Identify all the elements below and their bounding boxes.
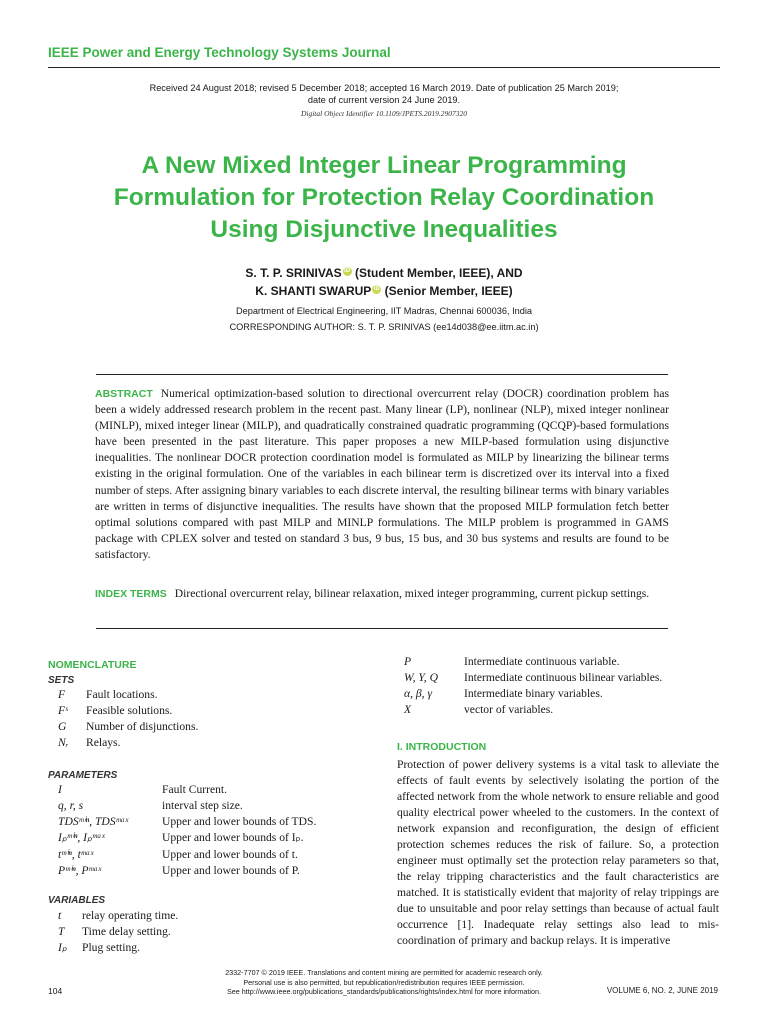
title-line-2: Formulation for Protection Relay Coordination (113, 184, 655, 211)
nomenclature-description: Plug setting. (82, 941, 140, 954)
nomenclature-symbol: F (58, 688, 66, 701)
nomenclature-description: Fault Current. (162, 783, 228, 796)
nomenclature-description: Upper and lower bounds of P. (162, 864, 300, 877)
nomenclature-symbol: TDSᵐⁱⁿ, TDSᵐᵃˣ (58, 815, 129, 828)
nomenclature-symbol: tᵐⁱⁿ, tᵐᵃˣ (58, 848, 94, 861)
received-line-1: Received 24 August 2018; revised 5 December 2018; accepted 16 March 2019. Date of publication 25 March 2019; (149, 83, 619, 93)
index-terms-label: INDEX TERMS (95, 588, 167, 600)
nomenclature-symbol: W, Y, Q (404, 671, 438, 684)
abstract-text: Numerical optimization-based solution to directional overcurrent relay (DOCR) coordination problem has been a widely addressed research problem in the recent past. Many linear (LP), nonlinear (NLP), mixed integer nonlinear (MINLP), mixed integer linear (MILP), and quadratically constrained quadratic programming (QCQP)-based formulations have been presented in the past literature. This paper proposes a new MILP-based formulation using disjunctive inequalities. The nonlinear DOCR protection coordination model is formulated as MILP by linearizing the bilinear terms existing in the original formulation. One of the variables in each bilinear term is discretized over its interval into a fixed number of steps. After assigning binary variables to each discrete interval, the resulting bilinear terms with binary variables are written in terms of disjunctive inequalities. The results have shown that the proposed MILP formulation fetch better optimal solutions compared with past MILP and MINLP formulations. The MILP problem is programmed in GAMS package with CPLEX solver and tested on standard 3 bus, 9 bus, 15 bus, and 30 bus systems and results are found to be satisfactory. (95, 387, 669, 561)
sets-heading: SETS (48, 675, 75, 686)
journal-name: IEEE Power and Energy Technology Systems Journal (48, 45, 391, 60)
nomenclature-description: vector of variables. (464, 703, 554, 716)
nomenclature-symbol: Fˢ (58, 704, 68, 717)
copyright-line-2: Personal use is also permitted, but republication/redistribution requires IEEE permission. (243, 977, 525, 987)
corresponding-author[interactable]: CORRESPONDING AUTHOR: S. T. P. SRINIVAS (ee14d038@ee.iitm.ac.in) (229, 322, 539, 332)
copyright-line-1: 2332-7707 © 2019 IEEE. Translations and content mining are permitted for academic research only. (225, 968, 543, 977)
nomenclature-description: Upper and lower bounds of Iₚ. (162, 831, 304, 844)
author-2-name[interactable]: K. SHANTI SWARUP (255, 284, 372, 298)
introduction-text: Protection of power delivery systems is a vital task to alleviate the effects of fault events by selectively isolating the portion of the affected network from the whole network to ensure reliable and good quality electrical power wheeled to the customers. In the context of network expansion and reconfiguration, the design of efficient protection schemes reduces the risk of failure. So, a protection engineer must optimally set the protection relay parameters so that, the relay tripping characteristics and the fault characteristics are matched. It is statistically evident that majority of relay trippings are due to unsuitable and poor relay settings than because of actual fault occurrence [1]. Inadequate relay settings also lead to mis-coordination of primary and backup relays. It is imperative (397, 758, 719, 947)
doi[interactable]: Digital Object Identifier 10.1109/JPETS.2019.2907320 (300, 109, 468, 118)
index-terms-text: Directional overcurrent relay, bilinear relaxation, mixed integer programming, current pickup settings. (174, 587, 650, 600)
affiliation (120, 303, 648, 335)
nomenclature-description: Feasible solutions. (86, 704, 173, 717)
nomenclature-symbol: Pᵐⁱⁿ, Pᵐᵃˣ (58, 864, 102, 877)
paper-title (40, 150, 728, 246)
nomenclature-symbol: X (404, 703, 412, 716)
nomenclature-symbol: I (58, 783, 62, 796)
nomenclature-symbol: Nᵣ (58, 736, 69, 749)
abstract (95, 386, 669, 563)
author-1-name[interactable]: S. T. P. SRINIVAS (245, 266, 342, 280)
author-1-role: (Student Member, IEEE), AND (351, 266, 523, 280)
department: Department of Electrical Engineering, IIT Madras, Chennai 600036, India (235, 306, 533, 316)
abstract-bottom-rule (96, 628, 668, 629)
author-2-role: (Senior Member, IEEE) (381, 284, 513, 298)
orcid-icon[interactable]: iD (373, 286, 380, 292)
received-dates (120, 82, 648, 106)
nomenclature-description: Fault locations. (86, 688, 158, 701)
nomenclature-symbol: Iₚ (58, 941, 67, 954)
title-line-1: A New Mixed Integer Linear Programming (141, 152, 627, 179)
nomenclature-heading: NOMENCLATURE (48, 659, 137, 671)
abstract-top-rule (96, 374, 668, 375)
received-line-2: date of current version 24 June 2019. (307, 95, 461, 105)
nomenclature-description: Relays. (86, 736, 121, 749)
copyright-notice (180, 968, 588, 997)
abstract-label: ABSTRACT (95, 388, 153, 400)
orcid-icon[interactable]: iD (344, 268, 351, 274)
volume-info: VOLUME 6, NO. 2, JUNE 2019 (606, 986, 718, 995)
nomenclature-symbol: P (404, 655, 412, 668)
author-list (120, 264, 648, 300)
index-terms (95, 586, 669, 602)
nomenclature-description: Intermediate binary variables. (464, 687, 603, 700)
title-line-3: Using Disjunctive Inequalities (210, 216, 558, 243)
nomenclature-description: interval step size. (162, 799, 243, 812)
nomenclature-symbol: α, β, γ (404, 687, 433, 700)
parameters-heading: PARAMETERS (48, 770, 118, 781)
nomenclature-symbol: G (58, 720, 67, 733)
nomenclature-description: Number of disjunctions. (86, 720, 199, 733)
header-divider (48, 67, 720, 68)
nomenclature-description: Intermediate continuous bilinear variables. (464, 671, 663, 684)
nomenclature-description: relay operating time. (82, 909, 179, 922)
nomenclature-symbol: Iₚᵐⁱⁿ, Iₚᵐᵃˣ (58, 831, 105, 844)
nomenclature-description: Intermediate continuous variable. (464, 655, 620, 668)
nomenclature-symbol: q, r, s (58, 799, 84, 812)
page-number: 104 (48, 986, 63, 996)
variables-heading: VARIABLES (48, 895, 106, 906)
introduction-heading: I. INTRODUCTION (397, 741, 487, 753)
copyright-line-3[interactable]: See http://www.ieee.org/publications_standards/publications/rights/index.html for more information. (226, 987, 542, 996)
nomenclature-symbol: T (58, 925, 65, 938)
nomenclature-symbol: t (58, 909, 62, 922)
nomenclature-description: Upper and lower bounds of t. (162, 848, 298, 861)
nomenclature-description: Upper and lower bounds of TDS. (162, 815, 317, 828)
nomenclature-description: Time delay setting. (82, 925, 171, 938)
